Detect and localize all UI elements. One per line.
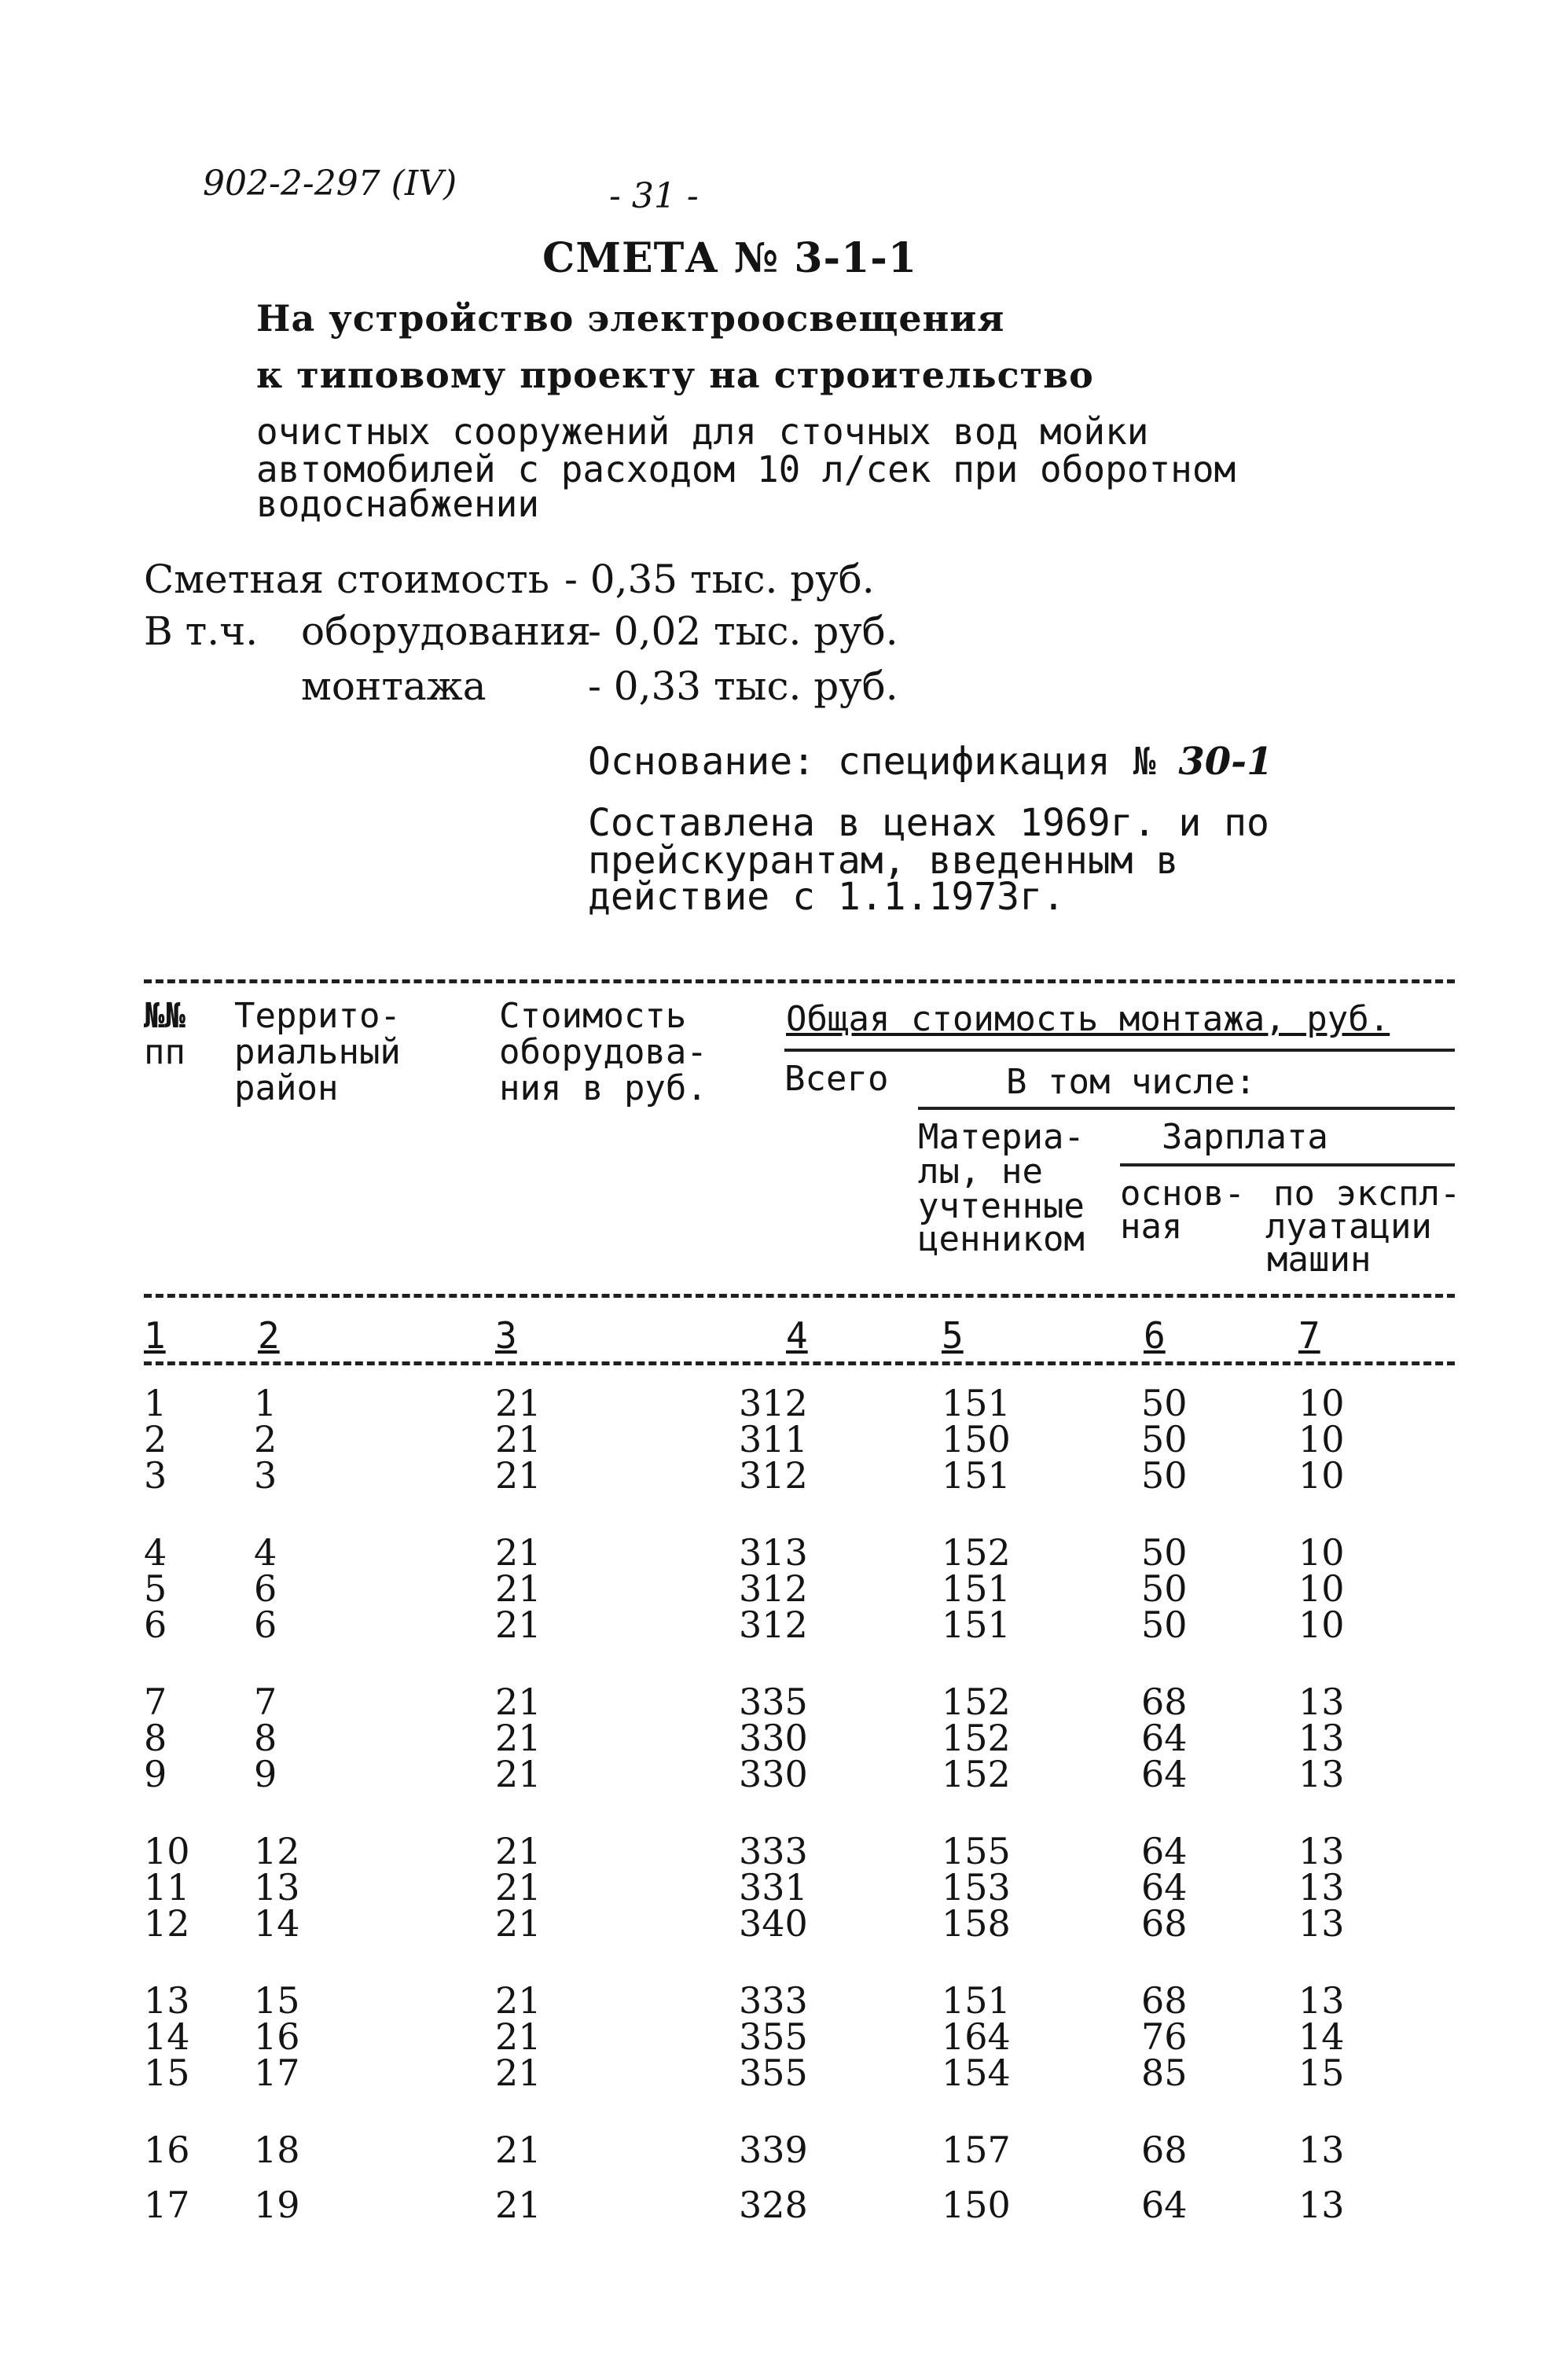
- cell-salary-basic: 68: [1141, 2129, 1188, 2171]
- header-materials-line-2: лы, не: [918, 1152, 1043, 1192]
- cell-row-number: 13: [144, 1979, 190, 2022]
- cell-salary-machines: 13: [1298, 1753, 1345, 1795]
- cell-salary-machines: 10: [1298, 1531, 1345, 1574]
- cell-salary-basic: 50: [1141, 1418, 1188, 1460]
- subject-detail-2: автомобилей с расходом 10 л/сек при оборотном: [256, 448, 1236, 490]
- cell-materials-cost: 151: [942, 1604, 1011, 1646]
- cell-total-cost: 340: [739, 1902, 808, 1945]
- header-equipment-line-2: оборудова-: [499, 1032, 707, 1072]
- cell-salary-machines: 13: [1298, 2129, 1345, 2171]
- cell-row-number: 7: [144, 1681, 167, 1723]
- cell-salary-basic: 50: [1141, 1531, 1188, 1574]
- cell-total-cost: 312: [739, 1382, 808, 1424]
- cell-materials-cost: 157: [942, 2129, 1011, 2171]
- header-salary-basic-line-2: ная: [1120, 1207, 1183, 1247]
- cell-equipment-cost: 21: [495, 1531, 542, 1574]
- specification-number: 30-1: [1178, 740, 1273, 784]
- total-cost-label: Сметная стоимость: [144, 557, 549, 602]
- cell-materials-cost: 152: [942, 1753, 1011, 1795]
- column-numbers-rule: [144, 1361, 1455, 1365]
- cell-row-number: 10: [144, 1830, 190, 1872]
- cell-total-cost: 335: [739, 1681, 808, 1723]
- column-number-1: 1: [144, 1314, 166, 1357]
- header-equipment-line-3: ния в руб.: [499, 1068, 707, 1108]
- including-label: В т.ч.: [144, 608, 259, 654]
- header-total-assembly-rule: [784, 1049, 1455, 1052]
- cell-salary-basic: 64: [1141, 1753, 1188, 1795]
- basis-line: [588, 740, 1273, 784]
- column-number-2: 2: [258, 1314, 280, 1357]
- cell-region: 4: [254, 1531, 277, 1574]
- subject-detail-3: водоснабжении: [256, 483, 540, 525]
- cell-salary-machines: 10: [1298, 1418, 1345, 1460]
- cell-materials-cost: 155: [942, 1830, 1011, 1872]
- cell-row-number: 3: [144, 1454, 167, 1497]
- cell-equipment-cost: 21: [495, 1454, 542, 1497]
- header-total-assembly: Общая стоимость монтажа, руб.: [786, 999, 1390, 1039]
- cell-total-cost: 339: [739, 2129, 808, 2171]
- cell-row-number: 9: [144, 1753, 167, 1795]
- cell-salary-basic: 50: [1141, 1454, 1188, 1497]
- page-number: - 31 -: [609, 176, 699, 216]
- equipment-cost-label: оборудования: [301, 608, 591, 654]
- subject-line-2: к типовому проекту на строительство: [256, 354, 1094, 396]
- estimate-title: СМЕТА № 3-1-1: [542, 234, 918, 282]
- basis-line-1: Составлена в ценах 1969г. и по: [588, 801, 1269, 845]
- cell-materials-cost: 152: [942, 1681, 1011, 1723]
- header-equipment-line-1: Стоимость: [499, 996, 687, 1036]
- cell-total-cost: 313: [739, 1531, 808, 1574]
- cell-salary-machines: 10: [1298, 1382, 1345, 1424]
- cell-row-number: 14: [144, 2015, 190, 2058]
- cell-region: 1: [254, 1382, 277, 1424]
- header-region-line-3: район: [234, 1068, 339, 1108]
- cell-salary-machines: 13: [1298, 2184, 1345, 2226]
- cell-materials-cost: 152: [942, 1531, 1011, 1574]
- cell-row-number: 5: [144, 1567, 167, 1610]
- cell-equipment-cost: 21: [495, 1866, 542, 1909]
- cell-salary-machines: 13: [1298, 1902, 1345, 1945]
- cell-row-number: 15: [144, 2052, 190, 2094]
- cell-total-cost: 312: [739, 1454, 808, 1497]
- cell-salary-basic: 64: [1141, 1866, 1188, 1909]
- cell-salary-machines: 13: [1298, 1979, 1345, 2022]
- header-materials-line-1: Материа-: [918, 1117, 1085, 1157]
- cell-region: 8: [254, 1717, 277, 1759]
- cell-row-number: 8: [144, 1717, 167, 1759]
- cell-salary-machines: 14: [1298, 2015, 1345, 2058]
- cell-salary-machines: 13: [1298, 1866, 1345, 1909]
- header-materials-line-3: учтенные: [918, 1186, 1085, 1226]
- cell-salary-machines: 10: [1298, 1454, 1345, 1497]
- cell-row-number: 1: [144, 1382, 167, 1424]
- cell-salary-basic: 64: [1141, 1830, 1188, 1872]
- header-salary: Зарплата: [1162, 1117, 1328, 1157]
- cell-region: 7: [254, 1681, 277, 1723]
- cell-materials-cost: 153: [942, 1866, 1011, 1909]
- cell-row-number: 2: [144, 1418, 167, 1460]
- cell-region: 6: [254, 1567, 277, 1610]
- header-region-line-1: Террито-: [234, 996, 401, 1036]
- column-number-5: 5: [942, 1314, 964, 1357]
- header-salary-machines-line-2: луатации: [1265, 1207, 1432, 1247]
- cell-region: 14: [254, 1902, 300, 1945]
- cell-region: 9: [254, 1753, 277, 1795]
- cell-equipment-cost: 21: [495, 1567, 542, 1610]
- cell-equipment-cost: 21: [495, 1753, 542, 1795]
- cell-region: 18: [254, 2129, 300, 2171]
- header-num-line-1: №№: [144, 996, 185, 1036]
- cell-salary-machines: 13: [1298, 1830, 1345, 1872]
- cell-materials-cost: 151: [942, 1979, 1011, 2022]
- cell-total-cost: 355: [739, 2052, 808, 2094]
- cell-row-number: 17: [144, 2184, 190, 2226]
- cell-row-number: 4: [144, 1531, 167, 1574]
- cell-region: 17: [254, 2052, 300, 2094]
- header-salary-machines-line-3: машин: [1267, 1240, 1372, 1280]
- column-number-4: 4: [786, 1314, 808, 1357]
- cell-equipment-cost: 21: [495, 2184, 542, 2226]
- cell-equipment-cost: 21: [495, 2015, 542, 2058]
- cell-row-number: 11: [144, 1866, 190, 1909]
- header-salary-machines-line-1: по экспл-: [1273, 1174, 1461, 1214]
- equipment-cost-value: - 0,02 тыс. руб.: [588, 608, 898, 654]
- cell-total-cost: 312: [739, 1567, 808, 1610]
- cell-total-cost: 333: [739, 1979, 808, 2022]
- cell-salary-basic: 68: [1141, 1902, 1188, 1945]
- cell-region: 3: [254, 1454, 277, 1497]
- document-code: 902-2-297 (IV): [203, 163, 457, 204]
- cell-salary-basic: 68: [1141, 1979, 1188, 2022]
- cell-salary-basic: 64: [1141, 1717, 1188, 1759]
- cell-total-cost: 333: [739, 1830, 808, 1872]
- header-region-line-2: риальный: [234, 1032, 401, 1072]
- cell-row-number: 16: [144, 2129, 190, 2171]
- basis-line-2: прейскурантам, введенным в: [588, 839, 1179, 883]
- cell-region: 19: [254, 2184, 300, 2226]
- header-all: Всего: [784, 1059, 889, 1099]
- cell-salary-machines: 15: [1298, 2052, 1345, 2094]
- cell-region: 15: [254, 1979, 300, 2022]
- cell-salary-basic: 64: [1141, 2184, 1188, 2226]
- header-bottom-rule: [144, 1294, 1455, 1298]
- assembly-cost-label: монтажа: [301, 663, 487, 709]
- cell-materials-cost: 164: [942, 2015, 1011, 2058]
- cell-materials-cost: 150: [942, 1418, 1011, 1460]
- cell-salary-basic: 68: [1141, 1681, 1188, 1723]
- column-number-3: 3: [495, 1314, 517, 1357]
- cell-salary-basic: 50: [1141, 1382, 1188, 1424]
- cell-salary-basic: 50: [1141, 1604, 1188, 1646]
- cell-salary-machines: 13: [1298, 1681, 1345, 1723]
- cell-equipment-cost: 21: [495, 2129, 542, 2171]
- cell-region: 16: [254, 2015, 300, 2058]
- cell-salary-machines: 13: [1298, 1717, 1345, 1759]
- cell-total-cost: 311: [739, 1418, 808, 1460]
- cell-row-number: 12: [144, 1902, 190, 1945]
- header-num-line-2: пп: [144, 1032, 185, 1072]
- cell-region: 13: [254, 1866, 300, 1909]
- cell-region: 12: [254, 1830, 300, 1872]
- cell-region: 6: [254, 1604, 277, 1646]
- cell-equipment-cost: 21: [495, 1604, 542, 1646]
- column-number-7: 7: [1298, 1314, 1320, 1357]
- cell-materials-cost: 158: [942, 1902, 1011, 1945]
- cell-equipment-cost: 21: [495, 1979, 542, 2022]
- header-including-rule: [918, 1107, 1455, 1110]
- subject-line-1: На устройство электроосвещения: [256, 297, 1005, 340]
- cell-materials-cost: 151: [942, 1382, 1011, 1424]
- total-cost-value: - 0,35 тыс. руб.: [564, 557, 875, 602]
- cell-total-cost: 312: [739, 1604, 808, 1646]
- cell-equipment-cost: 21: [495, 1717, 542, 1759]
- cell-region: 2: [254, 1418, 277, 1460]
- cell-equipment-cost: 21: [495, 1681, 542, 1723]
- cell-total-cost: 330: [739, 1717, 808, 1759]
- subject-detail-1: очистных сооружений для сточных вод мойки: [256, 410, 1149, 453]
- basis-label: Основание: спецификация №: [588, 740, 1156, 784]
- basis-line-3: действие с 1.1.1973г.: [588, 875, 1065, 919]
- cell-equipment-cost: 21: [495, 2052, 542, 2094]
- cell-salary-machines: 10: [1298, 1567, 1345, 1610]
- cell-salary-basic: 50: [1141, 1567, 1188, 1610]
- cell-salary-basic: 76: [1141, 2015, 1188, 2058]
- cell-equipment-cost: 21: [495, 1830, 542, 1872]
- header-salary-basic-line-1: основ-: [1120, 1174, 1245, 1214]
- header-including: В том числе:: [1006, 1062, 1256, 1102]
- table-top-rule: [144, 979, 1455, 983]
- assembly-cost-value: - 0,33 тыс. руб.: [588, 663, 898, 709]
- header-materials-line-4: ценником: [918, 1219, 1085, 1259]
- cell-total-cost: 355: [739, 2015, 808, 2058]
- cell-materials-cost: 151: [942, 1567, 1011, 1610]
- cell-equipment-cost: 21: [495, 1418, 542, 1460]
- cell-total-cost: 331: [739, 1866, 808, 1909]
- cell-materials-cost: 154: [942, 2052, 1011, 2094]
- cell-equipment-cost: 21: [495, 1382, 542, 1424]
- cell-materials-cost: 151: [942, 1454, 1011, 1497]
- cell-total-cost: 330: [739, 1753, 808, 1795]
- cell-equipment-cost: 21: [495, 1902, 542, 1945]
- cell-salary-basic: 85: [1141, 2052, 1188, 2094]
- cell-materials-cost: 152: [942, 1717, 1011, 1759]
- cell-total-cost: 328: [739, 2184, 808, 2226]
- cell-row-number: 6: [144, 1604, 167, 1646]
- cell-materials-cost: 150: [942, 2184, 1011, 2226]
- header-salary-rule: [1120, 1163, 1455, 1166]
- column-number-6: 6: [1144, 1314, 1166, 1357]
- cell-salary-machines: 10: [1298, 1604, 1345, 1646]
